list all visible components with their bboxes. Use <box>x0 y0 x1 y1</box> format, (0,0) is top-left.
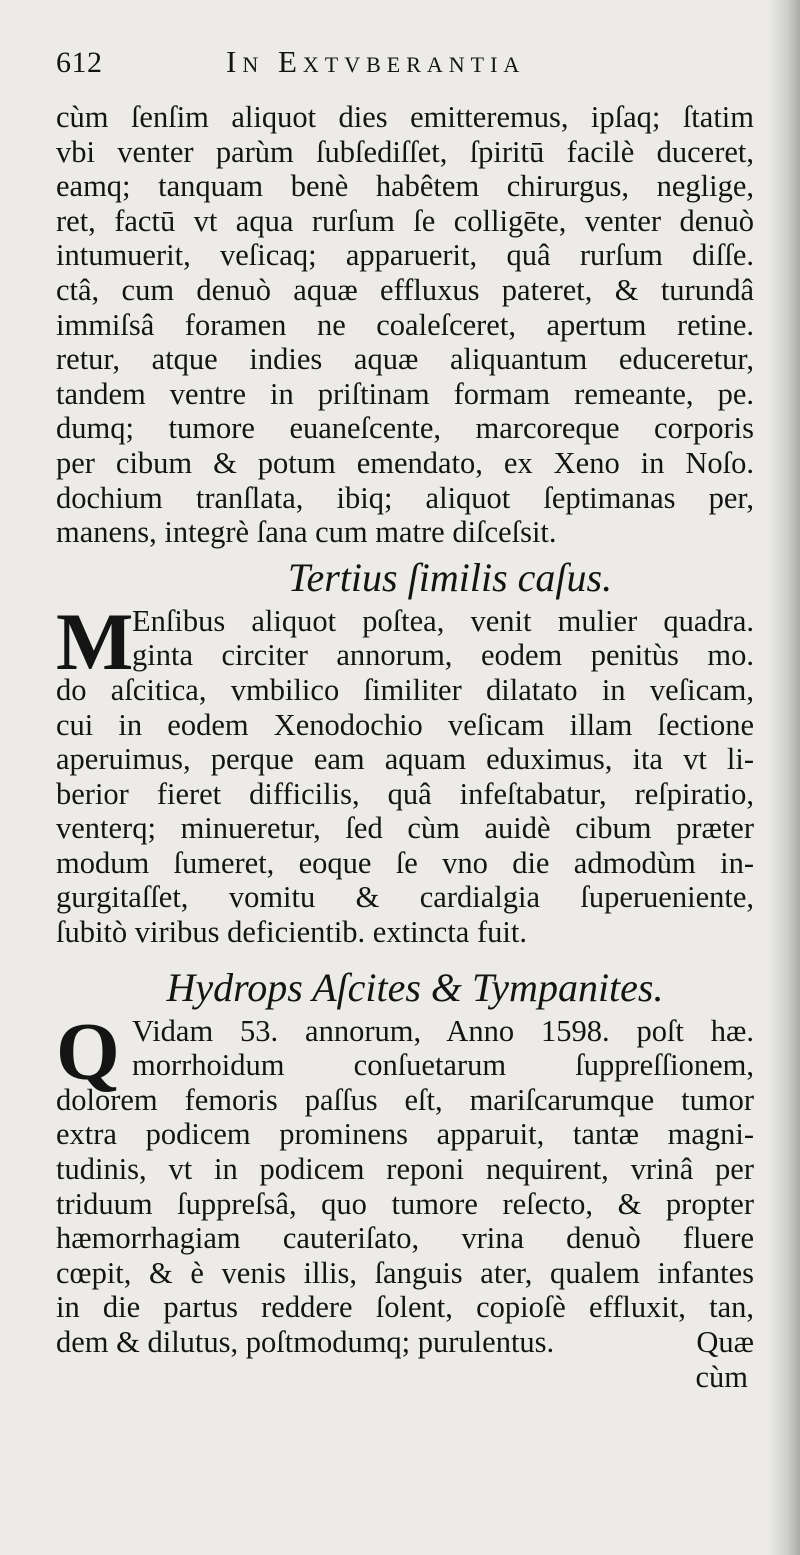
text-line: Vidam 53. annorum, Anno 1598. poſt hæ. <box>132 1013 754 1048</box>
text-line: extra podicem prominens apparuit, tantæ magni- <box>56 1117 754 1152</box>
text-line: venterq; minueretur, ſed cùm auidè cibum præter <box>56 811 754 846</box>
text-line: Enſibus aliquot poſtea, venit mulier quadra. <box>132 603 754 638</box>
text-line: eamq; tanquam benè habêtem chirurgus, neglige, <box>56 169 754 204</box>
text-line: gurgitaſſet, vomitu & cardialgia ſuperueniente, <box>56 880 754 915</box>
text-line: cœpit, & è venis illis, ſanguis ater, qualem infantes <box>56 1255 754 1290</box>
text-line: do aſcitica, vmbilico ſimiliter dilatato in veſicam, <box>56 672 754 707</box>
text-line: ret, factū vt aqua rurſum ſe colligēte, venter denuò <box>56 203 754 238</box>
text-line: berior fieret difficilis, quâ infeſtabatur, reſpiratio, <box>56 776 754 811</box>
text-line: tandem ventre in priſtinam formam remeante, pe. <box>56 376 754 411</box>
text-line: in die partus reddere ſolent, copioſè effluxit, tan, <box>56 1290 754 1325</box>
text-line: hæmorrhagiam cauteriſato, vrina denuò fluere <box>56 1221 754 1256</box>
text-line: vbi venter parùm ſubſediſſet, ſpiritū facilè duceret, <box>56 134 754 169</box>
text-line: immiſsâ foramen ne coaleſceret, apertum retine. <box>56 307 754 342</box>
text-line: ſubitò viribus deficientib. extincta fuit. <box>56 915 527 950</box>
section-title: Hydrops Aſcites & Tympanites. <box>166 964 664 1010</box>
text-line: modum ſumeret, eoque ſe vno die admodùm in- <box>56 845 754 880</box>
catch-inline: Quæ <box>696 1325 754 1359</box>
text-line: ctâ, cum denuò aquæ effluxus pateret, & turundâ <box>56 272 754 307</box>
text-line: retur, atque indies aquæ aliquantum educeretur, <box>56 342 754 377</box>
text-line: aperuimus, perque eam aquam eduximus, ita vt li- <box>56 742 754 777</box>
binding-shadow <box>768 0 800 1555</box>
running-head: In Extvberantia <box>226 44 526 79</box>
paragraph-continued <box>56 100 754 550</box>
catchword: cùm <box>695 1359 748 1394</box>
text-line: dem & dilutus, poſtmodumq; purulentus. <box>56 1325 555 1359</box>
text-line: cùm ſenſim aliquot dies emitteremus, ipſaq; ſtatim <box>56 100 754 134</box>
text-line: dolorem femoris paſſus eſt, mariſcarumque tumor <box>56 1082 754 1117</box>
text-line: morrhoidum conſuetarum ſuppreſſionem, <box>132 1048 754 1083</box>
drop-cap: M <box>56 595 134 687</box>
text-line: cui in eodem Xenodochio veſicam illam ſectione <box>56 707 754 742</box>
section-title: Tertius ſimilis caſus. <box>287 554 613 600</box>
text-line: dochium tranſlata, ibiq; aliquot ſeptimanas per, <box>56 480 754 515</box>
paragraph-hydrops <box>56 1005 754 1395</box>
text-line: ginta circiter annorum, eodem penitùs mo. <box>132 638 754 673</box>
text-line: dumq; tumore euaneſcente, marcoreque corporis <box>56 411 754 446</box>
final-line <box>56 1325 754 1360</box>
page-header <box>56 44 754 96</box>
text-line: tudinis, vt in podicem reponi nequirent, vrinâ per <box>56 1152 754 1187</box>
text-line: intumuerit, veſicaq; apparuerit, quâ rurſum diſſe. <box>56 238 754 273</box>
drop-cap: Q <box>56 1005 120 1097</box>
text-line: triduum ſuppreſsâ, quo tumore reſecto, & propter <box>56 1186 754 1221</box>
text-line: manens, integrè ſana cum matre diſceſsit. <box>56 515 557 550</box>
text-line: per cibum & potum emendato, ex Xeno in Noſo. <box>56 445 754 480</box>
page-number: 612 <box>56 46 103 79</box>
paragraph-tertius <box>56 595 754 950</box>
